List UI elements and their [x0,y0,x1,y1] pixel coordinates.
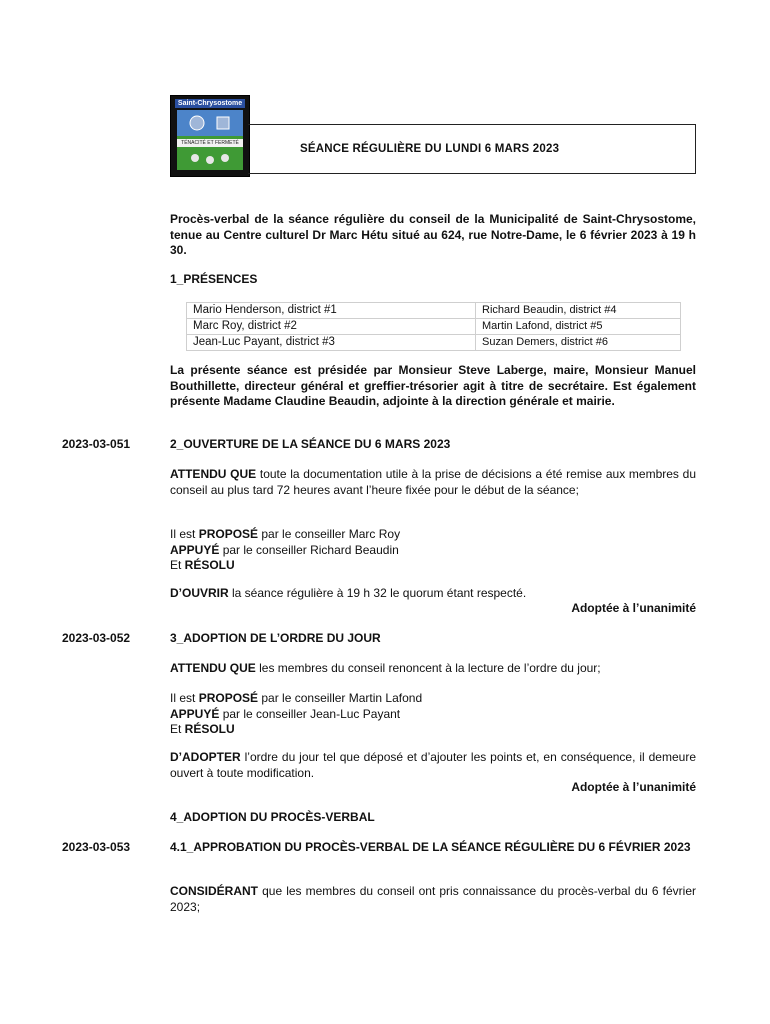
logo-name: Saint-Chrysostome [175,99,245,108]
considerant-text: que les membres du conseil ont pris connaissance du procès-verbal du 6 février 2023; [170,884,696,914]
action-paragraph [170,750,696,781]
presence-cell: Mario Henderson, district #1 [187,303,476,319]
action-text: la séance régulière à 19 h 32 le quorum étant respecté. [228,586,527,600]
propose-text: par le conseiller Marc Roy [258,527,401,541]
subsection-title: 4.1_APPROBATION DU PROCÈS-VERBAL DE LA SÉANCE RÉGULIÈRE DU 6 FÉVRIER 2023 [170,840,691,854]
propose-line [170,527,696,543]
resolu-label: RÉSOLU [184,558,235,572]
attendu-paragraph [170,467,696,498]
attendu-label: ATTENDU QUE [170,467,257,481]
action-paragraph [170,586,696,602]
action-text: l’ordre du jour tel que déposé et d’ajouter les points et, en conséquence, il demeure ouvert à toute modification. [170,750,696,780]
action-label: D’ADOPTER [170,750,241,764]
appuye-label: APPUYÉ [170,542,220,557]
propose-label: PROPOSÉ [198,691,259,705]
appuye-line [170,543,696,559]
attendu-text: les membres du conseil renoncent à la lecture de l’ordre du jour; [255,661,601,675]
resolu-line [170,722,696,738]
municipal-logo [170,95,250,177]
propose-label: PROPOSÉ [198,527,259,541]
presence-cell: Suzan Demers, district #6 [476,335,681,351]
action-label: D’OUVRIR [170,586,229,600]
logo-shield-upper [177,110,243,136]
section-title: 2_OUVERTURE DE LA SÉANCE DU 6 MARS 2023 [170,437,451,451]
intro-paragraph: Procès-verbal de la séance régulière du conseil de la Municipalité de Saint-Chrysostome, tenue au Centre culturel Dr Marc Hétu situé au 624, rue Notre-Dame, le 6 février 2023 à 19 h 30. [170,212,696,257]
resolution-number: 2023-03-053 [62,840,131,854]
presence-cell: Martin Lafond, district #5 [476,319,681,335]
considerant-paragraph [170,884,696,915]
section-title: 3_ADOPTION DE L’ORDRE DU JOUR [170,631,381,645]
motion-block [170,527,696,574]
appuye-label: APPUYÉ [170,706,220,721]
table-row [187,319,681,335]
attendu-label: ATTENDU QUE [170,661,256,675]
table-row [187,303,681,319]
presided-paragraph: La présente séance est présidée par Monsieur Steve Laberge, maire, Monsieur Manuel Bouthillette, directeur général et greffier-trésorier agit à titre de secrétaire. Est également présente Madame Claudine Beaudin, adjointe à la direction générale et mairie. [170,363,696,408]
resolu-prefix: Et [170,722,185,736]
presence-cell: Jean-Luc Payant, district #3 [187,335,476,351]
table-row [187,335,681,351]
resolu-line [170,558,696,574]
adopted-label: Adoptée à l’unanimité [571,780,696,794]
presences-table [186,302,681,351]
resolu-label: RÉSOLU [184,722,235,736]
resolution-number: 2023-03-051 [62,437,131,451]
adopted-label: Adoptée à l’unanimité [571,601,696,615]
section-title: 4_ADOPTION DU PROCÈS-VERBAL [170,810,375,824]
attendu-paragraph [170,661,696,677]
attendu-text: toute la documentation utile à la prise de décisions a été remise aux membres du conseil au plus tard 72 heures avant l’heure fixée pour le début de la séance; [170,467,696,497]
header-box [248,124,696,174]
motion-block [170,691,696,738]
appuye-text: par le conseiller Jean-Luc Payant [219,706,401,721]
considerant-label: CONSIDÉRANT [170,884,259,898]
propose-prefix: Il est [170,691,199,705]
logo-emblem-icon [177,110,243,136]
resolution-number: 2023-03-052 [62,631,131,645]
presence-cell: Marc Roy, district #2 [187,319,476,335]
appuye-text: par le conseiller Richard Beaudin [219,542,399,557]
logo-motto: TÉNACITÉ ET FERMETÉ [177,139,243,147]
appuye-line [170,707,696,723]
session-title: SÉANCE RÉGULIÈRE DU LUNDI 6 MARS 2023 [300,143,560,155]
presence-cell: Richard Beaudin, district #4 [476,303,681,319]
resolu-prefix: Et [170,558,185,572]
propose-text: par le conseiller Martin Lafond [258,691,423,705]
presences-heading: 1_PRÉSENCES [170,272,258,286]
propose-line [170,691,696,707]
propose-prefix: Il est [170,527,199,541]
